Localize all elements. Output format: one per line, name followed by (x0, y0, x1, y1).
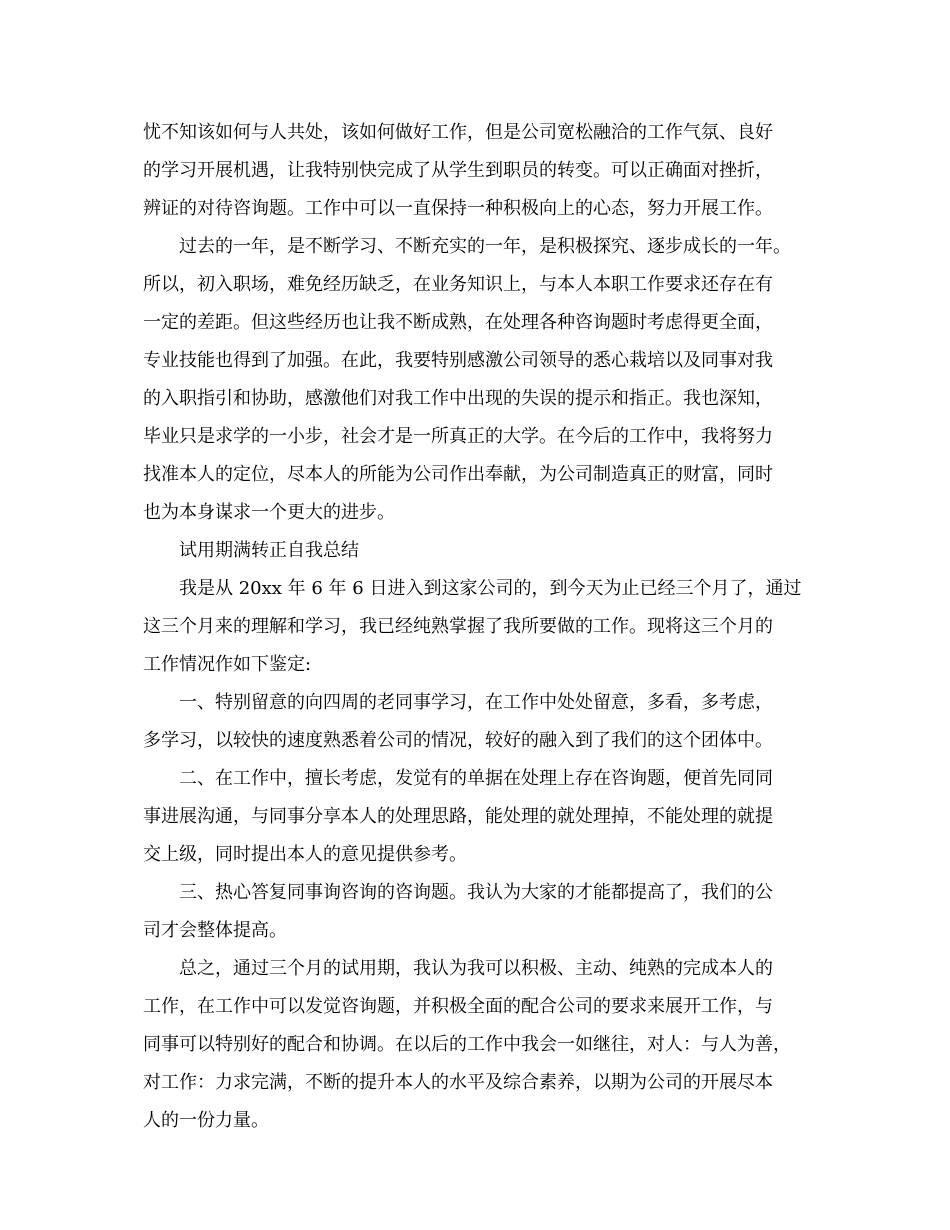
paragraph-first-line: 二、在工作中，擅长考虑，发觉有的单据在处理上存在咨询题，便首先同同 (179, 768, 773, 789)
text-line: 的学习开展机遇，让我特别快完成了从学生到职员的转变。可以正确面对挫折， (143, 160, 773, 181)
text-line: 这三个月来的理解和学习，我已经纯熟掌握了我所要做的工作。现将这三个月的 (143, 616, 773, 637)
text-line: 人的一份力量。 (143, 1110, 269, 1131)
text-line: 工作，在工作中可以发觉咨询题，并积极全面的配合公司的要求来展开工作，与 (143, 996, 773, 1017)
text-line: 多学习，以较快的速度熟悉着公司的情况，较好的融入到了我们的这个团体中。 (143, 730, 773, 751)
text-line: 交上级，同时提出本人的意见提供参考。 (143, 844, 467, 865)
text-line: 对工作：力求完满，不断的提升本人的水平及综合素养，以期为公司的开展尽本 (143, 1072, 773, 1093)
paragraph-first-line: 总之，通过三个月的试用期，我认为我可以积极、主动、纯熟的完成本人的 (179, 958, 773, 979)
text-line: 的入职指引和协助，感激他们对我工作中出现的失误的提示和指正。我也深知， (143, 388, 773, 409)
text-line: 找准本人的定位，尽本人的所能为公司作出奉献，为公司制造真正的财富，同时 (143, 464, 773, 485)
text-line: 所以，初入职场，难免经历缺乏，在业务知识上，与本人本职工作要求还存在有 (143, 274, 773, 295)
document-body (143, 114, 808, 1140)
text-line: 事进展沟通，与同事分享本人的处理思路，能处理的就处理掉，不能处理的就提 (143, 806, 773, 827)
paragraph-first-line: 我是从 20xx 年 6 年 6 日进入到这家公司的，到今天为止已经三个月了，通过 (179, 578, 802, 599)
text-line: 毕业只是求学的一小步，社会才是一所真正的大学。在今后的工作中，我将努力 (143, 426, 773, 447)
text-line: 辨证的对待咨询题。工作中可以一直保持一种积极向上的心态，努力开展工作。 (143, 198, 773, 219)
paragraph-first-line: 三、热心答复同事询咨询的咨询题。我认为大家的才能都提高了，我们的公 (179, 882, 773, 903)
text-line: 同事可以特别好的配合和协调。在以后的工作中我会一如继往，对人：与人为善， (143, 1034, 791, 1055)
text-line: 忧不知该如何与人共处，该如何做好工作，但是公司宽松融洽的工作气氛、良好 (143, 122, 773, 143)
text-line: 一定的差距。但这些经历也让我不断成熟，在处理各种咨询题时考虑得更全面， (143, 312, 773, 333)
text-line: 工作情况作如下鉴定: (143, 654, 312, 675)
text-line: 司才会整体提高。 (143, 920, 287, 941)
paragraph-first-line: 过去的一年，是不断学习、不断充实的一年，是积极探究、逐步成长的一年。 (179, 236, 791, 257)
section-heading: 试用期满转正自我总结 (179, 540, 359, 561)
text-line: 专业技能也得到了加强。在此，我要特别感激公司领导的悉心栽培以及同事对我 (143, 350, 773, 371)
text-line: 也为本身谋求一个更大的进步。 (143, 502, 395, 523)
paragraph-first-line: 一、特别留意的向四周的老同事学习，在工作中处处留意，多看，多考虑， (179, 692, 773, 713)
